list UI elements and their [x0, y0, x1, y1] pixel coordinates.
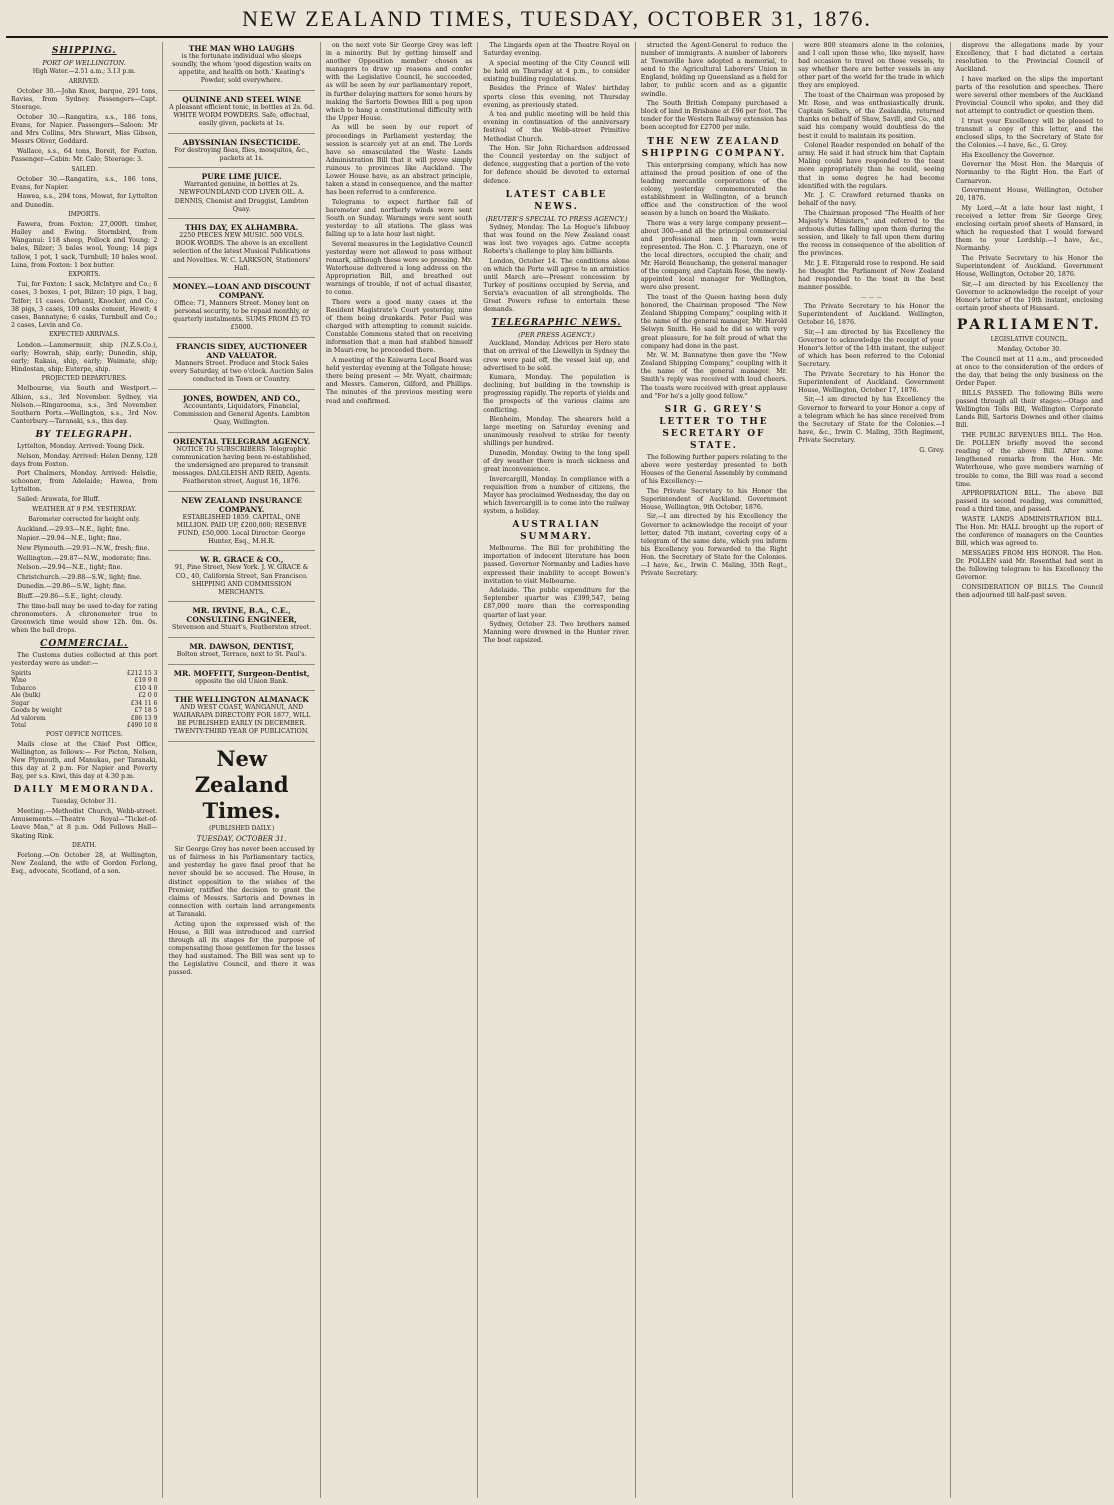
article-paragraph: The toast of the Chairman was proposed by Mr. Rose, and was enthusiastically drunk. Captain Sellars, of the Zealandia, returned thanks on behalf of Shaw, Savill, and Co., and said his company would doubtless do the best it could to maintain its position. — [798, 92, 945, 140]
telegraph-item: Nelson, Monday. Arrived: Helen Denny, 128 days from Foxton. — [11, 452, 158, 468]
duty-amount: £490 10 8 — [126, 722, 158, 730]
article-paragraph: disprove the allegations made by your Excellency, that I had dictated a certain resolution to the Provincial Council of Auckland. — [955, 42, 1103, 74]
ad-text: 91, Pine Street, New York. J. W. GRACE & CO., 40, California Street, San Francisco. SHIPPING AND COMMISSION MERCHANTS. — [174, 564, 309, 596]
ad-text: opposite the old Union Bank. — [195, 677, 289, 685]
duty-item: Ad valorem — [11, 714, 46, 722]
ad-text: ESTABLISHED 1859. CAPITAL, ONE MILLION. PAID UP, £200,000; RESERVE FUND, £50,000. Local Director: George Hunter, Esq., M.H.R. — [176, 513, 307, 545]
telegraph-item: Port Chalmers, Monday. Arrived: Helsdie, schooner, from Adelaide; Hawea, from Lyttelton. — [11, 470, 158, 494]
column-2 — [163, 42, 320, 1498]
paper-paragraph: The Private Secretary to his Honor the Superintendent of Auckland. Wellington, October 16, 1876. — [798, 302, 945, 327]
duty-item: Tobacco — [11, 684, 36, 692]
advertisement — [168, 136, 314, 169]
ad-title: THE WELLINGTON ALMANACK — [174, 695, 309, 705]
table-row — [11, 700, 157, 708]
table-row — [11, 722, 157, 730]
advertisement — [168, 340, 314, 390]
projected-heading: PROJECTED DEPARTURES. — [41, 375, 127, 383]
editorial-paragraph: A meeting of the Kaiwarra Local Board was held yesterday evening at the Tollgate house; there being present — Mr. Wyatt, chairman; and Messrs. Cameron, Gilford, and Phillips. The minutes of the previous meeting were read and confirmed. — [325, 357, 473, 405]
article-paragraph: Sir,—I am directed by his Excellency the Governor to acknowledge the receipt of your Honor's letter of the 19th instant, enclosing certain proof sheets of Hansard. — [955, 280, 1103, 312]
telegraphic-paragraph: Dunedin, Monday. Owing to the long spell of dry weather there is much sickness and great inconvenience. — [483, 450, 630, 474]
article-paragraph: The South British Company purchased a block of land in Brisbane at £96 per foot. The tender for the Western Railway extension has been accepted for £2700 per mile. — [640, 100, 788, 132]
projected-text: Melbourne, via South and Westport.—Albion, s.s., 3rd November. Sydney, via Nelson.—Ringarooma, s.s., 3rd November. Southern Ports.—Wellington, s.s., 3rd Nov. Canterbury.—Taranaki, s.s., this day. — [11, 385, 158, 425]
column-5 — [636, 42, 793, 1498]
death-notice: Forlong.—On October 28, at Wellington, New Zealand, the wife of Gordon Forlong, Esq., advocate, Scotland, of a son. — [11, 852, 158, 876]
ad-title: JONES, BOWDEN, AND CO., — [182, 393, 301, 403]
telegraph-item: Lyttelton, Monday. Arrived: Young Dick. — [17, 442, 145, 450]
australian-paragraph: Adelaide. The public expenditure for the September quarter was £399,547, being £87,000 more than the corresponding quarter of last year. — [483, 587, 630, 619]
duty-amount: £10 4 0 — [134, 684, 158, 692]
arrived-item: Wallace, s.s., 64 tons, Boreit, for Foxton. Passenger—Cabin: Mr. Calo; Steerage: 3. — [11, 147, 158, 164]
local-paragraph: Besides the Prince of Wales' birthday sports close this evening, not Thursday evening, as previously stated. — [483, 85, 630, 109]
commercial-heading: COMMERCIAL. — [40, 638, 129, 649]
weather-subheading: Barometer corrected for height only. — [28, 515, 141, 523]
newspaper-nameplate: New Zealand Times. — [194, 746, 289, 823]
local-paragraph: A special meeting of the City Council will be held on Thursday at 4 p.m., to consider existing building regulations. — [483, 59, 630, 83]
duty-item: Wine — [11, 677, 27, 685]
nzsc-paragraph: This enterprising company, which has now attained the proud position of one of the leading mercantile corporations of the colony, yesterday commemorated the establishment in Wellington, of a branch office and the construction of the wool season by a lunch on board the Waikato. — [640, 161, 788, 218]
customs-table — [11, 670, 157, 730]
advertisement — [168, 494, 314, 552]
leader-paragraph: Sir George Grey has never been accused by us of fairness in his Parliamentary tactics, and yesterday he gave final proof that he never should be so accused. The House, in distinct opposition to the wishes of the Premier, ratified the decision to grant the claims of Messrs. Sartoris and Downes in connection with certain land arrangements at Taranaki. — [168, 846, 315, 918]
table-row — [11, 685, 157, 693]
ad-title: FRANCIS SIDEY, AUCTIONEER AND VALUATOR. — [176, 342, 308, 361]
duty-amount: £86 13 9 — [130, 714, 158, 722]
local-paragraph: The Lingards open at the Theatre Royal on Saturday evening. — [483, 42, 630, 58]
advertisement — [168, 693, 314, 742]
duty-item: Ale (bulk) — [11, 692, 41, 700]
weather-line: Dunedin.—29.86—S.W., light; fine. — [17, 583, 127, 591]
sailed-item: October 30.—Rangatira, s.s., 186 tons, Evans, for Napier. — [11, 175, 158, 191]
ad-text: For destroying fleas, flies, mosquitos, &c., packets at 1s. — [174, 146, 309, 162]
ad-title: MR. IRVINE, B.A., C.E., CONSULTING ENGINEER, — [186, 606, 297, 625]
article-paragraph: were 800 steamers alone in the colonies, and I call upon those who, like myself, have had occasion to travel on those vessels, to say whether there are better vessels in any other part of the world for the trade in which they are employed. — [798, 42, 945, 90]
ad-title: PURE LIME JUICE. — [201, 172, 282, 182]
ad-title: ABYSSINIAN INSECTICIDE. — [182, 137, 301, 147]
high-water: High Water.—2.51 a.m.; 3.13 p.m. — [32, 68, 136, 76]
duty-item: Spirits — [11, 669, 32, 677]
duty-item: Total — [11, 722, 27, 730]
ad-text: Stevenson and Stuart's, Featherston street. — [172, 624, 312, 632]
council-heading: LEGISLATIVE COUNCIL. — [990, 336, 1068, 343]
ad-title: NEW ZEALAND INSURANCE COMPANY. — [181, 495, 302, 514]
council-paragraph: The Council met at 11 a.m., and proceeded at once to the consideration of the orders of the day, that being the only business on the Order Paper. — [955, 356, 1103, 388]
council-subheading: Monday, October 30. — [997, 346, 1062, 354]
ad-text: NOTICE TO SUBSCRIBERS. Telegraphic communication having been re-established, the undersigned are prepared to transmit messages. DALGLEISH AND REID, Agents. Featherston street, August 16, 1876. — [171, 445, 312, 485]
advertisement — [168, 604, 314, 638]
duty-amount: £7 18 5 — [134, 707, 158, 715]
council-paragraph: THE PUBLIC REVENUES BILL. The Hon. Dr. POLLEN briefly moved the second reading of the above Bill. After some lengthened remarks from the Hon. Mr. Waterhouse, who gave members warning of trouble to come, the Bill was read a second time. — [955, 432, 1103, 488]
table-row — [11, 677, 157, 685]
section-divider: — — — — [860, 293, 883, 301]
grey-letter-heading: SIR G. GREY'S LETTER TO THE SECRETARY OF STATE. — [659, 404, 769, 451]
telegraph-item: Sailed: Arawata, for Bluff. — [17, 496, 100, 503]
weather-line: Napier.—29.94—N.E., light; fine. — [17, 535, 122, 543]
paper-paragraph: The Private Secretary to his Honor the Superintendent of Auckland. Government House, Wellington, October 17, 1876. — [798, 370, 945, 394]
ad-text: Bolton street, Terrace, next to St. Paul's. — [176, 650, 307, 658]
advertisement — [168, 280, 314, 338]
cable-subheading: (REUTER'S SPECIAL TO PRESS AGENCY.) — [485, 214, 628, 223]
memo-subheading: Tuesday, October 31. — [52, 798, 117, 806]
nzsc-heading: THE NEW ZEALAND SHIPPING COMPANY. — [641, 136, 787, 159]
ad-title: MR. DAWSON, DENTIST, — [189, 641, 294, 651]
weather-line: Nelson.—29.94—N.E., light; fine. — [17, 564, 123, 572]
australian-heading: AUSTRALIAN SUMMARY. — [512, 520, 601, 543]
editorial-paragraph: There were a good many cases at the Resident Magistrate's Court yesterday, nine of them being drunkards. Peter Paul was charged with attempting to commit suicide. Constable Commons stated that on receiving information that a man had stabbed himself in Mauri-row, he proceeded there. — [325, 298, 473, 355]
article-paragraph: I have marked on the slips the important parts of the resolution and speeches. There were several other members of the Auckland Provincial Council who spoke, and they did not attempt to contradict or question them. — [955, 75, 1103, 116]
council-paragraph: BILLS PASSED. The following Bills were passed through all their stages:—Otago and Wellington Tolls Bill, Wellington Corporate Lands Bill, Sartoris Downes and other claims Bill. — [955, 390, 1103, 430]
arrived-item: October 30.—John Knox, barque, 291 tons, Ravies, from Sydney. Passengers—Capt. Steerage. — [11, 88, 158, 112]
ad-text: A pleasant efficient tonic, in bottles at 2s. 6d. WHITE WORM POWDERS. Safe, effectual, easily given, packets at 1s. — [169, 103, 315, 128]
australian-paragraph: Sydney, October 23. Two brothers named Manning were drowned in the Hunter river. The boat capsized. — [483, 621, 630, 645]
expected-heading: EXPECTED ARRIVALS. — [48, 331, 120, 339]
editorial-paragraph: As will be seen by our report of proceedings in Parliament yesterday, the session is scarcely yet at an end. The Lords have so emasculated the Waste Lands Administration Bill that it will prove simply ruinous to provinces like Auckland. The Lower House have, as an abstract principle, taken a stand in consequence, and the matter has been referred to a conference. — [325, 124, 473, 197]
leader-dateline: TUESDAY, OCTOBER 31. — [196, 835, 287, 844]
advertisement — [168, 553, 314, 602]
advertisement — [168, 640, 314, 665]
cable-paragraph: London, October 14. The conditions alone on which the Porte will agree to an armistice until March are—Present concession by Turkey of positions occupied by Servia, and Servia's evacuation of all strongholds. The Great Powers refuse to entertain these demands. — [483, 257, 630, 314]
advertisement — [168, 392, 314, 433]
shipping-heading: SHIPPING. — [51, 46, 117, 56]
advertisement — [168, 42, 314, 91]
masthead-rule — [6, 36, 1108, 38]
table-row — [11, 692, 157, 700]
ad-title: MR. MOFFITT, Surgeon-Dentist, — [173, 668, 310, 678]
column-7 — [951, 42, 1108, 1498]
column-1 — [6, 42, 163, 1498]
memo-text: Meeting.—Methodist Church, Webb-street. Amusements.—Theatre Royal—"Ticket-of-Leave Man," at 8 p.m. Odd Fellows Hall—Skating Rink. — [11, 808, 158, 840]
port-heading: PORT OF WELLINGTON. — [42, 59, 126, 67]
article-paragraph: My Lord,—At a late hour last night, I received a letter from Sir George Grey, enclosing certain proof sheets of Hansard, in which he requested that I would forward them to your Lordship.—I have, &c., Normanby. — [955, 204, 1103, 253]
post-heading: POST OFFICE NOTICES. — [45, 730, 123, 738]
duty-amount: £2 0 0 — [138, 692, 158, 700]
article-paragraph: Mr. J. C. Crawford returned thanks on behalf of the navy. — [798, 192, 945, 208]
telegraphic-paragraph: Auckland, Monday. Advices per Hero state that on arrival of the Llewellyn in Sydney the crew were paid off, the vessel laid up, and advertised to be sold. — [483, 340, 630, 372]
imports-text: Fawera, from Foxton: 27,000ft. timber, Hailey and Ewing. Stormbird, from Wanganui: 118 sheep, Pollock and Young; 2 bales, Bilzer; 3 bales wool, Young; 14 pigs tallow, 1 pot, 1 sack, Turnbull; 10 bales wool. Luna, from Foxton: 1 box butter. — [11, 221, 158, 269]
leader-paragraph: Acting upon the expressed wish of the House, a Bill was introduced and carried through all its stages for the purpose of compensating those gentlemen for the losses they had sustained. The Bill was sent up to the Legislative Council, and there it was passed. — [168, 920, 315, 977]
nzsc-paragraph: The toast of the Queen having been duly honored, the Chairman proposed "The New Zealand Shipping Company," coupling with it the name of the general manager, Mr. Harold Selwyn Smith. He said he did so with very great pleasure, for he felt proud of what the company had done in the past. — [640, 294, 788, 350]
advertisement — [168, 93, 314, 134]
ad-text: 2250 PIECES NEW MUSIC. 500 VOLS. BOOK WORDS. The above is an excellent selection of the latest Musical Publications and Novelties. W. C. LARKSON, Stationers' Hall. — [172, 232, 311, 272]
grey-paragraph: The following further papers relating to the above were yesterday presented to both Houses of the General Assembly by command of his Excellency:— — [640, 453, 788, 486]
weather-heading: WEATHER AT 9 P.M. YESTERDAY. — [32, 505, 137, 513]
telegraph-heading: BY TELEGRAPH. — [35, 429, 133, 440]
memo-heading: DAILY MEMORANDA. — [13, 785, 155, 796]
commercial-note: The Customs duties collected at this port yesterday were as under:— — [11, 651, 158, 667]
grey-paragraph: The Private Secretary to his Honor the Superintendent of Auckland. Government House, Wellington, 9th October, 1876. — [640, 487, 788, 511]
article-paragraph: The Chairman proposed "The Health of her Majesty's Ministers," and referred to the arduous duties falling upon them during the session, and likely to fall upon them during the recess in consequence of the abolition of the provinces. — [798, 209, 945, 258]
table-row — [11, 715, 157, 723]
telegraphic-paragraph: Blenheim, Monday. The shearers held a large meeting on Saturday evening and unanimously resolved to strike for twenty shillings per hundred. — [483, 416, 630, 448]
exports-text: Tui, for Foxton: 1 sack, McIntyre and Co.; 6 cases, 3 boxes, 1 pot, Bilzer; 10 pigs, 1 bag, Telfer; 11 cases. Orhanti, Knocker, and Co.; 38 pigs, 3 cases, 109 casks cement, Hewit; 4 cases, Bannatyne; 6 casks, Turnbull and Co.; 2 cases, Levin and Co. — [11, 281, 158, 329]
duty-item: Goods by weight — [11, 707, 62, 715]
sailed-heading: SAILED. — [71, 165, 98, 173]
article-paragraph: I trust your Excellency will be pleased to transmit a copy of this letter, and the enclosed slips, to the Secretary of State for the Colonies.—I have, &c., G. Grey. — [955, 117, 1103, 150]
council-paragraph: WASTE LANDS ADMINISTRATION BILL. The Hon. Mr. HALL brought up the report of the conference of managers on the Counties Bill, which was agreed to. — [955, 515, 1103, 548]
arrived-heading: ARRIVED. — [68, 78, 100, 86]
imports-heading: IMPORTS. — [68, 211, 101, 219]
signature: G. Grey. — [919, 446, 945, 454]
council-paragraph: CONSIDERATION OF BILLS. The Council then adjourned till half-past seven. — [955, 583, 1103, 599]
advertisement — [168, 170, 314, 219]
table-row — [11, 670, 157, 678]
paper-paragraph: Sir,—I am directed by his Excellency the Governor to forward to your Honor a copy of a telegram which he has since received from the Secretary of State for the Colonies.—I have, &c., Irwin C. Maling, 35th Regiment, Private Secretary. — [798, 396, 945, 444]
cable-heading: LATEST CABLE NEWS. — [505, 189, 608, 212]
ad-text: Accountants, Liquidators, Financial, Commission and General Agents. Lambton Quay, Wellington. — [173, 402, 310, 427]
advertisement — [168, 435, 314, 492]
page-masthead: NEW ZEALAND TIMES, TUESDAY, OCTOBER 31, 1876. — [242, 6, 872, 31]
arrived-item: October 30.—Rangatira, s.s., 186 tons, Evans, for Napier. Passengers—Saloon: Mr and Mrs Collins, Mrs Stewart, Miss Gibson, Messrs Oliver, Goddard. — [11, 114, 158, 146]
editorial-paragraph: Telegrams to expect further fall of barometer and northerly winds were sent South on Sunday. Warnings were sent south yesterday to all stations. The glass was falling up to a late hour last night. — [325, 198, 473, 239]
ad-title: W. R. GRACE & CO., — [199, 555, 284, 565]
weather-line: Christchurch.—29.88—S.W., light; fine. — [17, 573, 142, 581]
columns — [6, 42, 1108, 1498]
column-6 — [793, 42, 950, 1498]
article-paragraph: The Private Secretary to his Honor the Superintendent of Auckland. Government House, Wellington, October 20, 1876. — [955, 254, 1103, 279]
weather-line: Bluff.—29.86—S.E., light; cloudy. — [17, 592, 123, 600]
published-daily: (PUBLISHED DAILY.) — [209, 825, 275, 832]
telegraphic-heading: TELEGRAPHIC NEWS. — [491, 318, 622, 329]
paper-paragraph: Sir,—I am directed by his Excellency the Governor to acknowledge the receipt of your Honor's letter of the 14th instant, the subject of which has been referred to the Colonial Secretary. — [798, 328, 945, 369]
ad-title: THE MAN WHO LAUGHS — [188, 44, 295, 53]
council-paragraph: APPROPRIATION BILL. The above Bill passed its second reading, was committed, read a third time, and passed. — [955, 490, 1103, 514]
ad-text: is the fortunate individual who sleeps soundly, the whom 'good digestion waits on appetite, and health on both.' Keating's Powder, sold everywhere. — [172, 53, 312, 85]
article-paragraph: Colonel Reader responded on behalf of the army. He said it had struck him that Captain Maling could have responded to the toast more appropriately than he could, seeing that in some degree he had become identified with the regulars. — [798, 142, 945, 190]
cable-paragraph: Sydney, Monday. The La Hogue's lifebuoy that was found on the New Zealand coast was lost two voyages ago. Catme accepts Roberts's challenge to play him billiards. — [483, 223, 630, 255]
article-paragraph: structed the Agent-General to reduce the number of immigrants. A number of laborers at Townsville have adopted a memorial, to send to the Agricultural Laborers' Union in England, holding up Queensland as a field for labor, to public scorn and as a gigantic swindle. — [640, 42, 788, 98]
ad-title: THIS DAY, EX ALHAMBRA. — [185, 223, 299, 233]
duty-amount: £34 11 6 — [130, 699, 158, 707]
article-paragraph: Government House, Wellington, October 20, 1876. — [955, 187, 1103, 203]
nzsc-paragraph: Mr. W. M. Bannatyne then gave the "New Zealand Shipping Company," coupling with it the name of the general manager. Mr. Smith's reply was received with loud cheers. The toasts were received with great applause and "For he's a jolly good fellow." — [640, 352, 788, 400]
nzsc-paragraph: There was a very large company present—about 300—and all the principal commercial and professional men in town were represented. The Hon. C. J. Pharazyn, one of the local directors, occupied the chair, and Mr. Harold Beauchamp, the general manager of the company, and Captain Rose, the newly-appointed local manager for Wellington, were also present. — [640, 219, 788, 292]
ad-text: Office: 71, Manners Street. Money lent on personal security, to be repaid monthly, or quarterly instalments. SUMS FROM £5 TO £5000. — [172, 300, 311, 332]
editorial-paragraph: Several measures in the Legislative Council yesterday were not allowed to pass without remark, although these were so pressing. Mr. Waterhouse delivered a long address on the Appropriation Bill, and breathed out warnings of trouble, if not of actual disaster, to come. — [325, 240, 473, 297]
column-3 — [321, 42, 478, 1498]
duty-amount: £19 9 0 — [134, 677, 158, 685]
exports-heading: EXPORTS. — [68, 271, 101, 279]
advertisement — [168, 221, 314, 278]
ad-title: MONEY.—LOAN AND DISCOUNT COMPANY. — [172, 282, 311, 301]
ad-text: Warranted genuine, in bottles at 2s. NEWFOUNDLAND COD LIVER OIL. A. DENNIS, Chemist and Druggist, Lambton Quay. — [174, 181, 309, 213]
table-row — [11, 707, 157, 715]
ad-text: AND WEST COAST, WANGANUI, AND WAIRARAPA DIRECTORY FOR 1877, WILL BE PUBLISHED EARLY IN DECEMBER. TWENTY-THIRD YEAR OF PUBLICATION. — [172, 704, 311, 736]
local-paragraph: The Hon. Sir John Richardson addressed the Council yesterday on the subject of defence, suggesting that a portion of the vote for defence should be devoted to external defence. — [483, 145, 630, 185]
grey-paragraph: Sir,—I am directed by his Excellency the Governor to acknowledge the receipt of your letter, dated 7th instant, covering copy of a telegram of the same date, which you inform his Excellency you forwarded to the Right Hon. the Secretary of State for the Colonies.—I have, &c., Irwin C. Maling, 35th Regt., Private Secretary. — [640, 513, 788, 578]
ad-title: QUININE AND STEEL WINE — [182, 94, 301, 104]
post-text: Mails close at the Chief Post Office, Wellington, as follows:— For Picton, Nelson, New Plymouth, and Manukau, per Taranaki, this day at 2 p.m. For Napier and Poverty Bay, per s.s. Kiwi, this day at 4.30 p.m. — [11, 740, 158, 781]
death-heading: DEATH. — [72, 842, 97, 850]
telegraphic-subheading: (PER PRESS AGENCY.) — [518, 331, 595, 340]
weather-line: New Plymouth.—29.91—N.W., fresh; fine. — [17, 544, 150, 552]
weather-line: Auckland.—29.93—N.E., light; fine. — [17, 525, 130, 533]
telegraphic-paragraph: Invercargill, Monday. In compliance with a requisition from a number of citizens, the Mayor has proclaimed Wednesday, the day on which Invercargill is to come into the railway system, a holiday. — [483, 475, 630, 516]
article-paragraph: Mr. J. E. Fitzgerald rose to respond. He said he thought the Parliament of New Zealand had responded to the toast in the best manner possible. — [798, 259, 945, 292]
parliament-heading: PARLIAMENT. — [956, 317, 1102, 333]
council-paragraph: MESSAGES FROM HIS HONOR. The Hon. Dr. POLLEN said Mr. Rosenthal had sent in the following telegram to his Excellency the Governor. — [955, 549, 1103, 582]
australian-paragraph: Melbourne. The Bill for prohibiting the importation of indecent literature has been passed. Governor Normanby and Ladies have expressed their inability to accept Bowen's invitation to visit Melbourne. — [483, 545, 630, 585]
ad-text: Manners Street. Produce and Stock Sales every Saturday, at two o'clock. Auction Sales conducted in Town or Country. — [169, 360, 314, 384]
sailed-item: Hawea, s.s., 294 tons, Mowat, for Lyttelton and Dunedin. — [11, 193, 158, 209]
duty-amount: £212 15 3 — [126, 669, 158, 677]
article-paragraph: Governor the Most Hon. the Marquis of Normanby to the Right Hon. the Earl of Carnarvon. — [955, 161, 1103, 185]
weather-line: Wellington.—29.87—N.W., moderate; fine. — [17, 554, 151, 562]
expected-text: London.—Lammermuir, ship (N.Z.S.Co.), early; Howrah, ship, early; Dunedin, ship, early; Rakaia, ship, early; Waimate, ship; Hindostan, ship; Euterpe, ship. — [11, 341, 158, 373]
column-4 — [478, 42, 635, 1498]
article-paragraph: His Excellency the Governor. — [961, 151, 1055, 159]
editorial-paragraph: on the next vote Sir George Grey was left in a minority. But by getting himself and another Opposition member chosen as managers to draw up reasons and confer with the Legislative Council, he succeeded, as will be seen by our parliamentary report, in further delaying matters for some hours by making the Sartoris Downes Bill a peg upon which to hang a constitutional difficulty with the Upper House. — [325, 42, 473, 122]
duty-item: Sugar — [11, 699, 30, 707]
advertisement — [168, 667, 314, 692]
ad-title: ORIENTAL TELEGRAM AGENCY. — [173, 436, 311, 446]
telegraphic-paragraph: Kumara, Monday. The population is declining, but building in the township is progressing rapidly. The reports of yields and the prospects of the various claims are conflicting. — [483, 374, 630, 414]
weather-note: The time-ball may be used to-day for rating chronometers. A chronometer true to Greenwich time would show 12h. 0m. 0s. when the ball drops. — [11, 602, 158, 634]
local-paragraph: A tea and public meeting will be held this evening in continuation of the anniversary festival of the Webb-street Primitive Methodist Church. — [483, 111, 630, 143]
